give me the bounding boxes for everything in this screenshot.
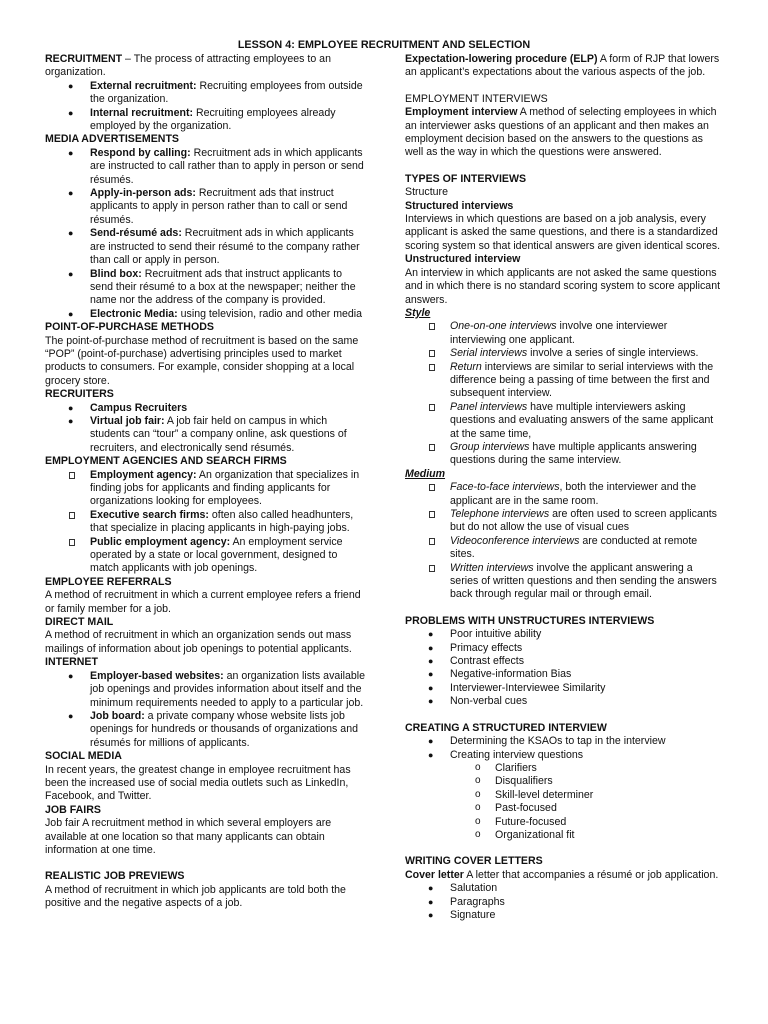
term: Blind box: [90,267,142,280]
definition: have multiple interviewers asking questions and evaluating answers of the same applicant at the same time, [450,400,714,440]
section-heading: POINT-OF-PURCHASE METHODS [45,321,214,334]
list-item: ● Salutation [405,882,723,895]
list-item [45,710,367,750]
list-item [405,481,723,508]
term: Employer-based websites: [90,669,224,682]
section-heading: JOB FAIRS [45,803,101,816]
paragraph: A method of recruitment in which job applicants are told both the positive and the negative aspects of a job. [45,883,346,910]
list-item [405,361,723,401]
term: Virtual job fair: [90,414,165,427]
term: Structured interviews [405,199,514,212]
definition: A letter that accompanies a résumé or job application. [463,868,719,881]
list-item [405,401,723,441]
term: One-on-one interviews [450,320,557,333]
definition: An organization that specializes in finding jobs for applicants and finding applicants for organizations looking for employees. [90,468,360,508]
term: Job board: [90,709,145,722]
list-item [45,469,367,509]
paragraph: Interviews in which questions are based on a job analysis, every applicant is asked the same questions, and there is a standardized scoring system so that identical answers are given identical scores. [405,213,721,252]
style-label: Style [405,306,431,319]
list-item: o Organizational fit [405,829,723,842]
list-item: ● Negative-information Bias [405,668,723,681]
term: Employment agency: [90,468,197,481]
recruitment-definition [45,53,367,80]
list-item: ● Paragraphs [405,896,723,909]
term: Serial interviews [450,347,528,360]
right-column [405,53,723,922]
list-item: o Skill-level determiner [405,789,723,802]
definition: A form of RJP that lowers an applicant’s expectations about the various aspects of the job. [405,53,720,79]
list-item [45,187,367,227]
list-item: ● Primacy effects [405,642,723,655]
definition: involve the applicant answering a series of written questions and then sending the answers back through regular mail or through email. [450,561,717,601]
recruitment-list [45,80,367,134]
paragraph: A method of recruitment in which an organization sends out mass mailings of information about job openings to potential applicants. [45,629,352,655]
agencies-list [45,469,367,576]
list-item [45,80,367,107]
section-heading: EMPLOYEE REFERRALS [45,575,172,588]
list-item [45,227,367,267]
list-item: ● Non-verbal cues [405,695,723,708]
question-types-list [405,762,723,842]
term: Telephone interviews [450,508,550,520]
list-item [45,107,367,134]
list-item [405,347,723,360]
list-item: o Past-focused [405,802,723,815]
recruitment-def-text: – The process of attracting employees to an organization. [45,53,331,79]
term: Executive search firms: [90,508,209,521]
definition: involve a series of single interviews. [527,347,699,360]
term: Cover letter [405,868,464,881]
term: Respond by calling: [90,146,191,159]
list-item [45,147,367,187]
list-item: o Disqualifiers [405,775,723,788]
definition: using television, radio and other media [177,307,363,320]
term: Unstructured interview [405,253,521,266]
section-heading: CREATING A STRUCTURED INTERVIEW [405,721,607,734]
section-heading: WRITING COVER LETTERS [405,855,543,868]
list-item [45,670,367,710]
section-heading: MEDIA ADVERTISEMENTS [45,133,179,146]
spacer [405,709,723,722]
definition: Recruitment ads that instruct applicants to send their résumé to a box at the newspaper; neither the name nor the address of the company is provided. [90,267,356,307]
definition: an organization lists available job openings and provides information about itself and the minimum requirements needed to apply to a particular job. [90,669,365,709]
definition: often also called headhunters, that specialize in placing applicants in high-paying jobs. [90,508,354,535]
medium-list [405,481,723,602]
list-item [405,441,723,468]
definition: Recruiting employees from outside the organization. [90,79,363,106]
interview-definition [405,106,723,160]
recruitment-term: RECRUITMENT [45,53,123,65]
spacer [405,80,723,93]
definition: A job fair held on campus in which students can “tour” a company online, ask questions of recruiters, and electronically send résumés. [90,414,347,454]
medium-label: Medium [405,467,446,480]
list-item [405,508,723,535]
term: Public employment agency: [90,535,231,548]
recruiters-list [45,402,367,456]
definition: An employment service operated by a state or local government, designed to match applicants with job openings. [90,535,343,575]
list-item [45,509,367,536]
term: Panel interviews [450,400,528,413]
list-item [45,402,367,415]
list-item [405,562,723,602]
page-title: LESSON 4: EMPLOYEE RECRUITMENT AND SELECTION [237,39,531,51]
list-item: o Clarifiers [405,762,723,775]
definition: Recruitment ads in which applicants are instructed to send their résumé to the company rather than call or apply in person. [90,227,360,267]
spacer [45,857,367,870]
section-heading: TYPES OF INTERVIEWS [405,172,527,185]
section-heading: EMPLOYMENT AGENCIES AND SEARCH FIRMS [45,455,287,468]
term: Send-résumé ads: [90,227,182,240]
definition: Recruiting employees already employed by the organization. [90,106,336,133]
term: Employment interview [405,106,518,119]
definition: Recruitment ads that instruct applicants to apply in person rather than to call or send résumés. [90,187,348,226]
term: Face-to-face interviews [450,481,560,494]
paragraph: Job fair A recruitment method in which several employers are available at one location so that many applicants can obtain information at one time. [45,817,332,856]
internet-list [45,670,367,750]
problems-list [405,628,723,708]
term: Expectation-lowering procedure (ELP) [405,53,598,65]
media-list [45,147,367,321]
cover-letter-definition [405,869,723,882]
section-heading: SOCIAL MEDIA [45,750,122,763]
definition: A method of selecting employees in which an interviewer asks questions of an applicant and then makes an employment decision based on the answers to the questions as well as the way in which the questions were answered. [405,106,717,159]
section-heading: EMPLOYMENT INTERVIEWS [405,92,548,105]
term: External recruitment: [90,79,197,92]
style-list [405,320,723,467]
definition: are often used to screen applicants but do not allow the use of visual cues [450,508,717,534]
definition: have multiple applicants answering questions during the same interview. [450,440,697,467]
list-item: ● Contrast effects [405,655,723,668]
definition: a private company whose website lists job openings for hundreds or thousands of organizations and résumés for millions of applicants. [90,709,358,749]
list-item [45,415,367,455]
definition: involve one interviewer interviewing one applicant. [450,320,668,346]
list-item: ● Creating interview questions [405,749,723,762]
list-item: ● Signature [405,909,723,922]
list-item [405,535,723,562]
spacer [405,160,723,173]
term: Group interviews [450,440,530,453]
term: Internal recruitment: [90,106,194,119]
spacer [405,602,723,615]
section-heading: PROBLEMS WITH UNSTRUCTURES INTERVIEWS [405,614,655,627]
definition: interviews are similar to serial interviews with the difference being a passing of time between the first and subsequent interview. [450,360,714,400]
section-heading: RECRUITERS [45,388,114,401]
term: Campus Recruiters [90,401,188,414]
paragraph: An interview in which applicants are not asked the same questions and in which there is no standard scoring system to score applicant answers. [405,266,721,306]
list-item [45,536,367,576]
term: Return [450,360,482,373]
list-item: ● Poor intuitive ability [405,628,723,641]
list-item: o Future-focused [405,816,723,829]
section-heading: DIRECT MAIL [45,616,114,629]
section-heading: INTERNET [45,656,98,669]
subheading: Structure [405,186,448,199]
term: Apply-in-person ads: [90,187,196,200]
elp-definition [405,53,723,80]
paragraph: The point-of-purchase method of recruitment is based on the same “POP” (point-of-purchase) advertising principles used to market products to consumers. For example, consider shopping at a local grocery store. [45,334,359,387]
term: Electronic Media: [90,307,178,320]
list-item: ● Determining the KSAOs to tap in the interview [405,735,723,748]
spacer [405,842,723,855]
paragraph: In recent years, the greatest change in employee recruitment has been the increased use of social media outlets such as LinkedIn, Facebook, and Twitter. [45,763,351,803]
paragraph: A method of recruitment in which a current employee refers a friend or family member for a job. [45,589,361,615]
definition: Recruitment ads in which applicants are instructed to call rather than to apply in person or send résumés. [90,146,364,186]
list-item [45,308,367,321]
cover-letter-list [405,882,723,922]
definition: are conducted at remote sites. [450,534,698,561]
list-item: ● Interviewer-Interviewee Similarity [405,682,723,695]
left-column [45,53,367,911]
list-item [45,268,367,308]
creating-list [405,735,723,762]
term: Videoconference interviews [450,534,580,547]
section-heading: REALISTIC JOB PREVIEWS [45,870,185,883]
term: Written interviews [450,561,534,574]
definition: , both the interviewer and the applicant are in the same room. [450,481,697,507]
list-item [405,320,723,347]
